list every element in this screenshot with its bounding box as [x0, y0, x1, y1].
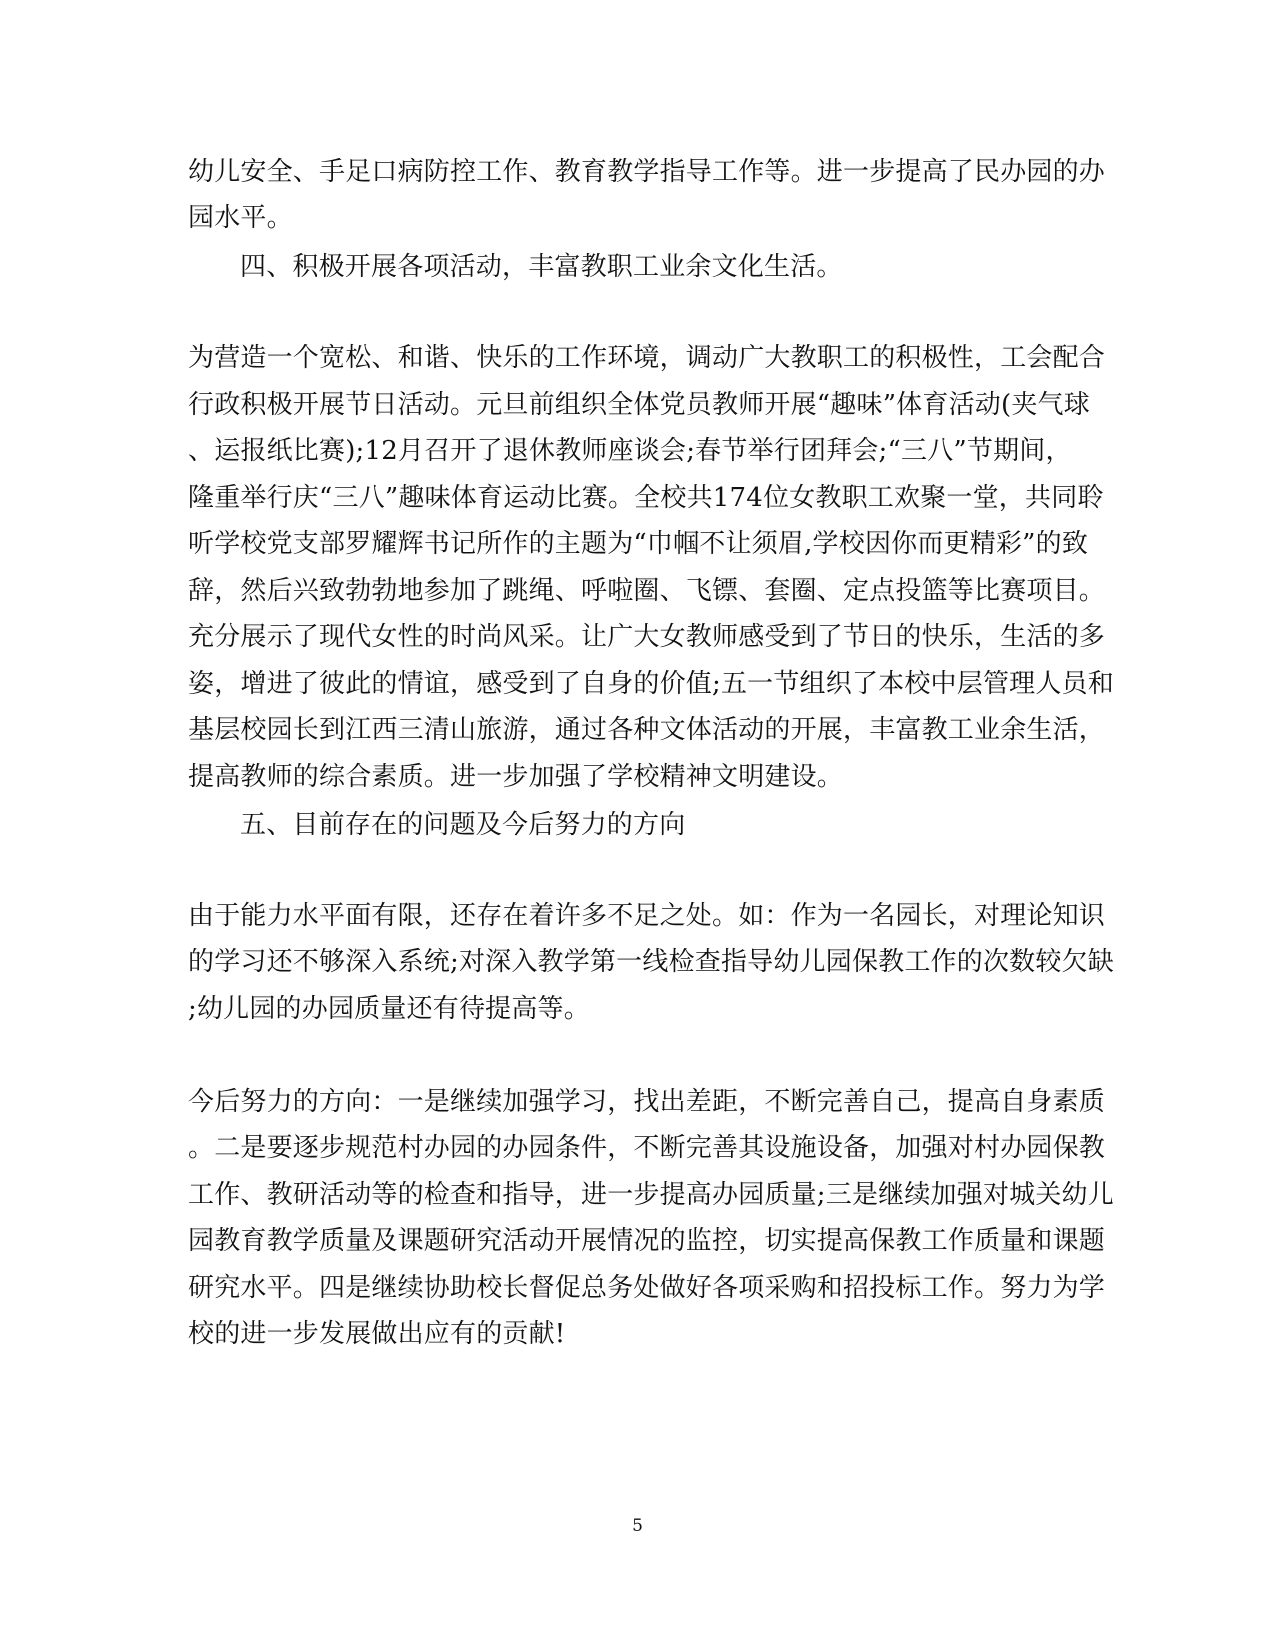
paragraph-line: 为营造一个宽松、和谐、快乐的工作环境，调动广大教职工的积极性，工会配合 [188, 343, 1106, 373]
section-heading: 四、积极开展各项活动，丰富教职工业余文化生活。 [240, 252, 843, 282]
section-heading: 五、目前存在的问题及今后努力的方向 [240, 810, 686, 840]
paragraph-line: 听学校党支部罗耀辉书记所作的主题为“巾帼不让须眉,学校因你而更精彩”的致 [188, 529, 1089, 559]
paragraph-line: 辞，然后兴致勃勃地参加了跳绳、呼啦圈、飞镖、套圈、定点投篮等比赛项目。 [188, 576, 1106, 606]
paragraph-line: 。二是要逐步规范村办园的办园条件，不断完善其设施设备，加强对村办园保教 [188, 1133, 1106, 1163]
paragraph-line: 研究水平。四是继续协助校长督促总务处做好各项采购和招投标工作。努力为学 [188, 1273, 1106, 1303]
paragraph-line: 今后努力的方向：一是继续加强学习，找出差距，不断完善自己，提高自身素质 [188, 1087, 1106, 1117]
paragraph-line: 基层校园长到江西三清山旅游，通过各种文体活动的开展，丰富教工业余生活， [188, 715, 1106, 745]
paragraph-line: ;幼儿园的办园质量还有待提高等。 [188, 994, 590, 1024]
paragraph-line: 由于能力水平面有限，还存在着许多不足之处。如：作为一名园长，对理论知识 [188, 901, 1106, 931]
paragraph-line: 提高教师的综合素质。进一步加强了学校精神文明建设。 [188, 762, 844, 792]
paragraph-line: 隆重举行庆“三八”趣味体育运动比赛。全校共174位女教职工欢聚一堂，共同聆 [188, 483, 1104, 513]
paragraph-line: 姿，增进了彼此的情谊，感受到了自身的价值;五一节组织了本校中层管理人员和 [188, 669, 1114, 699]
page-number: 5 [632, 1516, 643, 1536]
paragraph-line: 校的进一步发展做出应有的贡献! [188, 1319, 566, 1349]
paragraph-line: 充分展示了现代女性的时尚风采。让广大女教师感受到了节日的快乐，生活的多 [188, 622, 1106, 652]
paragraph-line: 幼儿安全、手足口病防控工作、教育教学指导工作等。进一步提高了民办园的办 [188, 157, 1106, 187]
paragraph-line: 工作、教研活动等的检查和指导，进一步提高办园质量;三是继续加强对城关幼儿 [188, 1180, 1114, 1210]
paragraph-line: 的学习还不够深入系统;对深入教学第一线检查指导幼儿园保教工作的次数较欠缺 [188, 947, 1114, 977]
paragraph-line: 园教育教学质量及课题研究活动开展情况的监控，切实提高保教工作质量和课题 [188, 1226, 1106, 1256]
paragraph-line: 行政积极开展节日活动。元旦前组织全体党员教师开展“趣味”体育活动(夹气球 [188, 390, 1090, 420]
paragraph-line: 、运报纸比赛);12月召开了退休教师座谈会;春节举行团拜会;“三八”节期间， [188, 436, 1072, 466]
paragraph-line: 园水平。 [188, 203, 293, 233]
